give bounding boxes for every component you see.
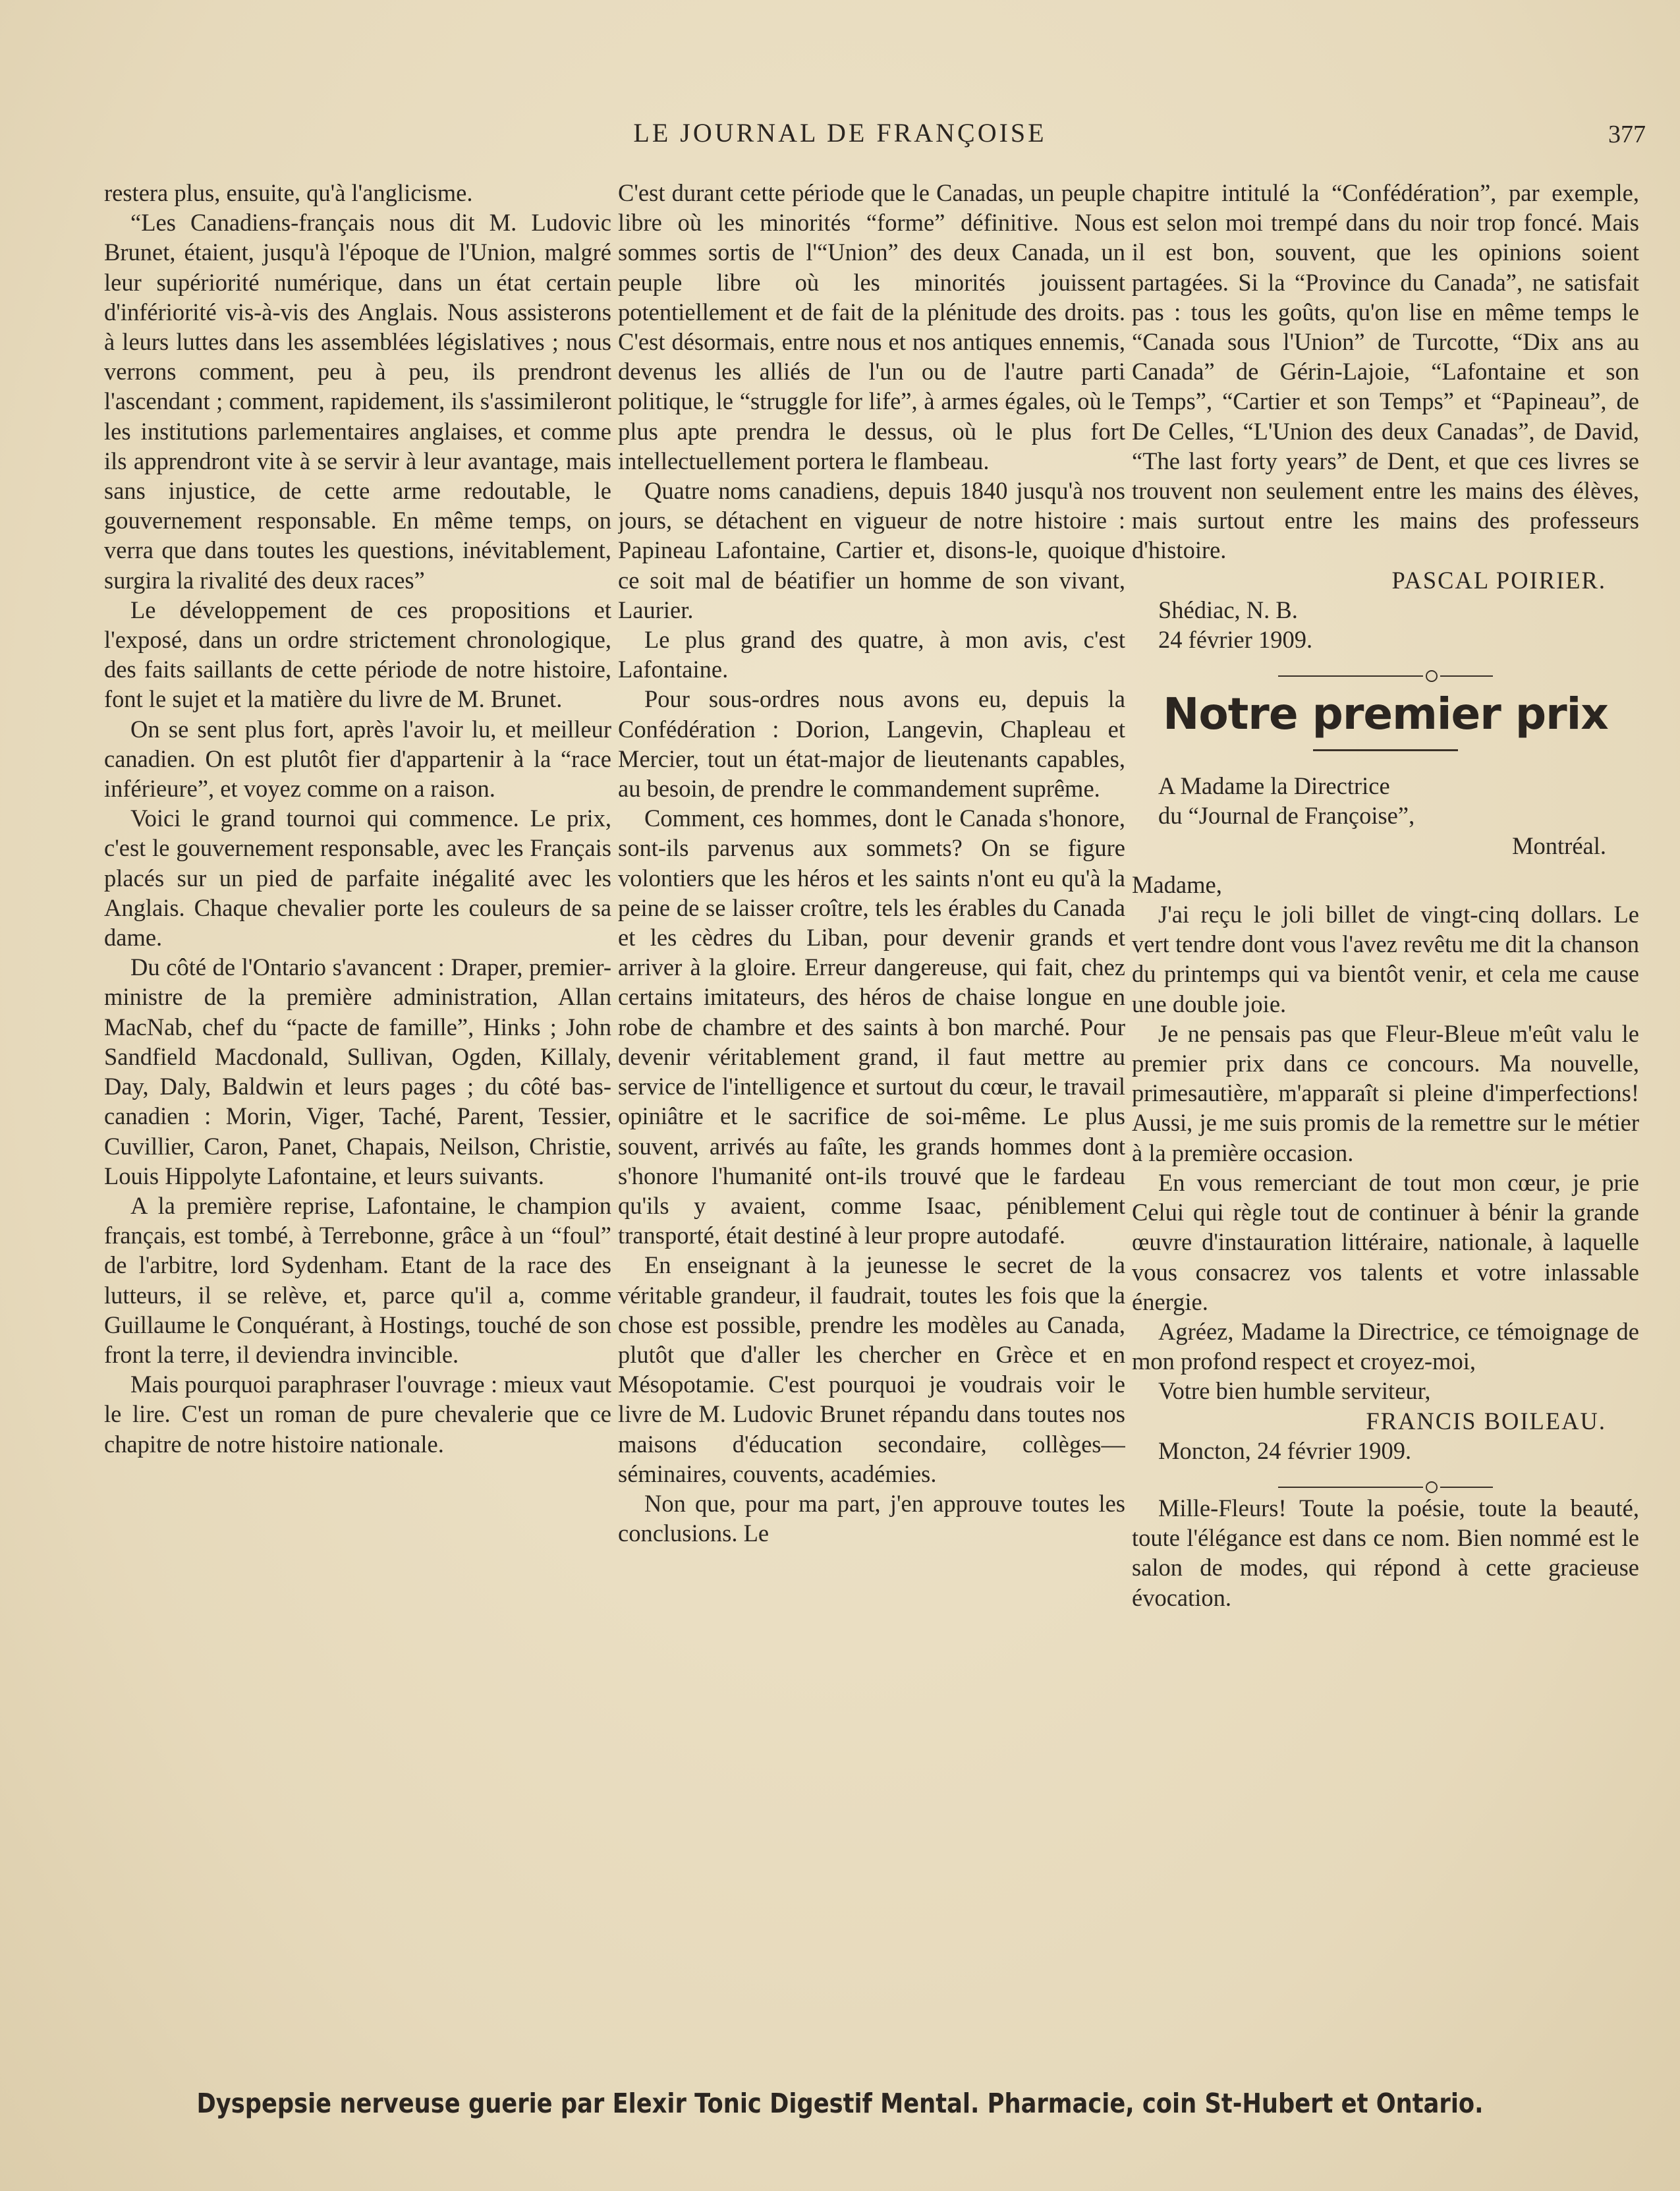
- paragraph: restera plus, ensuite, qu'à l'anglicisme.: [104, 179, 473, 206]
- paragraph: Agréez, Madame la Directrice, ce témoignage de mon profond respect et croyez-moi,: [1132, 1317, 1639, 1375]
- letter-salutation: Madame,: [1132, 870, 1222, 898]
- journal-title: LE JOURNAL DE FRANÇOISE: [633, 118, 1047, 148]
- section-divider: [1132, 1469, 1639, 1489]
- paragraph: C'est durant cette période que le Canadas, un peuple libre où les minorités “forme” définitive. Nous sommes sortis de l'“Union” des deux Canada, un peuple libre où les minorités jouissent potentiellement et de fait de la plénitude des droits. C'est désormais, entre nous et nos antiques ennemis, devenus les alliés de l'un ou de l'autre parti politique, le “struggle for life”, à armes égales, où le plus apte prendra le dessus, où le plus fort intellectuellement portera le flambeau.: [618, 179, 1125, 474]
- letter-address: du “Journal de Françoise”,: [1158, 802, 1415, 830]
- paragraph: A la première reprise, Lafontaine, le champion français, est tombé, à Terrebonne, grâce à un “foul” de l'arbitre, lord Sydenham. Etant de la race des lutteurs, il se relève, et, parce qu'il a, comme Guillaume le Conquérant, à Hostings, touché de son front la terre, il deviendra invincible.: [104, 1191, 611, 1368]
- paragraph: En vous remerciant de tout mon cœur, je prie Celui qui règle tout de continuer à bénir la grande œuvre d'instauration littéraire, nationale, à laquelle vous consacrez vos talents et votre inlassable énergie.: [1132, 1168, 1639, 1315]
- paragraph: J'ai reçu le joli billet de vingt-cinq dollars. Le vert tendre dont vous l'avez revêtu me dit la chanson du printemps qui va bientôt venir, et cela me cause une double joie.: [1132, 901, 1639, 1017]
- paragraph: Le plus grand des quatre, à mon avis, c'est Lafontaine.: [618, 626, 1125, 683]
- paragraph: Mille-Fleurs! Toute la poésie, toute la beauté, toute l'élégance est dans ce nom. Bien nommé est le salon de modes, qui répond à cette gracieuse évocation.: [1132, 1494, 1639, 1611]
- letter-place-date: Moncton, 24 février 1909.: [1158, 1437, 1412, 1464]
- signature-place: Shédiac, N. B.: [1158, 596, 1298, 623]
- paragraph: Pour sous-ordres nous avons eu, depuis la Confédération : Dorion, Langevin, Chapleau et Mercier, tout un état-major de lieutenants capables, au besoin, de prendre le commandement suprême.: [618, 685, 1125, 803]
- paragraph: Le développement de ces propositions et l'exposé, dans un ordre strictement chronologique, des faits saillants de cette période de notre histoire, font le sujet et la matière du livre de M. Brunet.: [104, 596, 611, 713]
- paragraph: Votre bien humble serviteur,: [1158, 1377, 1431, 1405]
- footer-advert: Dyspepsie nerveuse guerie par Elexir Tonic Digestif Mental. Pharmacie, coin St-Hubert et Ontario.: [196, 2088, 1484, 2119]
- paragraph: Comment, ces hommes, dont le Canada s'honore, sont-ils parvenus aux sommets? On se figure volontiers que les héros et les saints n'ont eu qu'à la peine de se laisser croître, tels les érables du Canada et les cèdres du Liban, pour devenir grands et arriver à la gloire. Erreur dangereuse, qui fait, chez certains imitateurs, des héros de chaise longue en robe de chambre et des saints à bon marché. Pour devenir véritablement grand, il faut mettre au service de l'intelligence et surtout du cœur, le travail opiniâtre et le sacrifice de soi-même. Le plus souvent, arrivés au faîte, les grands hommes dont s'honore l'humanité ont-ils trouvé que le fardeau qu'ils y avaient, comme Isaac, péniblement transporté, était destiné à leur propre autodafé.: [618, 805, 1125, 1249]
- paragraph: On se sent plus fort, après l'avoir lu, et meilleur canadien. On est plutôt fier d'appartenir à la “race inférieure”, et voyez comme on a raison.: [104, 715, 611, 803]
- section-divider: [1132, 658, 1639, 678]
- paragraph: chapitre intitulé la “Confédération”, par exemple, est selon moi trempé dans du noir trop foncé. Mais il est bon, souvent, que les opinions soient partagées. Si la “Province du Canada”, ne satisfait pas : tous les goûts, qu'on lise en même temps le “Canada sous l'Union” de Turcotte, “Dix ans au Canada” de Gérin-Lajoie, “Lafontaine et son Temps”, “Cartier et son Temps” et “Papineau”, de De Celles, “L'Union des deux Canadas”, de David, “The last forty years” de Dent, et que ces livres se trouvent non seulement entre les mains des élèves, mais surtout entre les mains des professeurs d'histoire.: [1132, 179, 1639, 564]
- paragraph: Du côté de l'Ontario s'avancent : Draper, premier-ministre de la première administration, Allan MacNab, chef du “pacte de famille”, Hinks ; John Sandfield Macdonald, Sullivan, Ogden, Killaly, Day, Daly, Baldwin et leurs pages ; du côté bas-canadien : Morin, Viger, Taché, Parent, Tessier, Cuvillier, Caron, Panet, Chapais, Neilson, Christie, Louis Hippolyte Lafontaine, et leurs suivants.: [104, 953, 611, 1189]
- title-underline: [1313, 749, 1458, 751]
- column-2: [618, 178, 1125, 2063]
- letter-address: A Madame la Directrice: [1158, 772, 1390, 800]
- signature-date: 24 février 1909.: [1158, 626, 1313, 654]
- page-header: [0, 117, 1680, 157]
- paragraph: Non que, pour ma part, j'en approuve toutes les conclusions. Le: [618, 1489, 1125, 1547]
- paragraph: Je ne pensais pas que Fleur-Bleue m'eût valu le premier prix dans ce concours. Ma nouvelle, primesautière, m'apparaît si pleine d'imperfections! Aussi, je me suis promis de la remettre sur le métier à la première occasion.: [1132, 1019, 1639, 1166]
- section-title: Notre premier prix: [1163, 689, 1608, 740]
- paragraph: Quatre noms canadiens, depuis 1840 jusqu'à nos jours, se détachent en vigueur de notre histoire : Papineau Lafontaine, Cartier et, disons-le, quoique ce soit mal de béatifier un homme de son vivant, Laurier.: [618, 477, 1125, 623]
- paragraph: Mais pourquoi paraphraser l'ouvrage : mieux vaut le lire. C'est un roman de pure chevalerie que ce chapitre de notre histoire nationale.: [104, 1371, 611, 1458]
- author-signature: PASCAL POIRIER.: [1391, 566, 1606, 594]
- page-number: 377: [1608, 121, 1646, 148]
- paragraph: “Les Canadiens-français nous dit M. Ludovic Brunet, étaient, jusqu'à l'époque de l'Union, malgré leur supériorité numérique, dans un état certain d'infériorité vis-à-vis des Anglais. Nous assisterons à leurs luttes dans les assemblées législatives ; nous verrons comment, peu à peu, ils prendront l'ascendant ; comment, rapidement, ils s'assimileront les institutions parlementaires anglaises, et comme ils apprendront vite à se servir à leur avantage, mais sans injustice, de cette arme redoutable, le gouvernement responsable. En même temps, on verra que dans toutes les questions, inévitablement, surgira la rivalité des deux races”: [104, 209, 611, 594]
- column-1: [104, 178, 611, 2063]
- letter-address: Montréal.: [1512, 832, 1606, 859]
- column-3: [1132, 178, 1639, 2063]
- paragraph: En enseignant à la jeunesse le secret de la véritable grandeur, il faudrait, toutes les fois que la chose est possible, prendre les modèles au Canada, plutôt que d'aller les chercher en Grèce et en Mésopotamie. C'est pourquoi je voudrais voir le livre de M. Ludovic Brunet répandu dans toutes nos maisons d'éducation secondaire, collèges—séminaires, couvents, académies.: [618, 1251, 1125, 1487]
- paragraph: Voici le grand tournoi qui commence. Le prix, c'est le gouvernement responsable, avec les Français placés sur un pied de parfaite inégalité avec les Anglais. Chaque chevalier porte les couleurs de sa dame.: [104, 805, 611, 952]
- letter-signature: FRANCIS BOILEAU.: [1366, 1407, 1606, 1435]
